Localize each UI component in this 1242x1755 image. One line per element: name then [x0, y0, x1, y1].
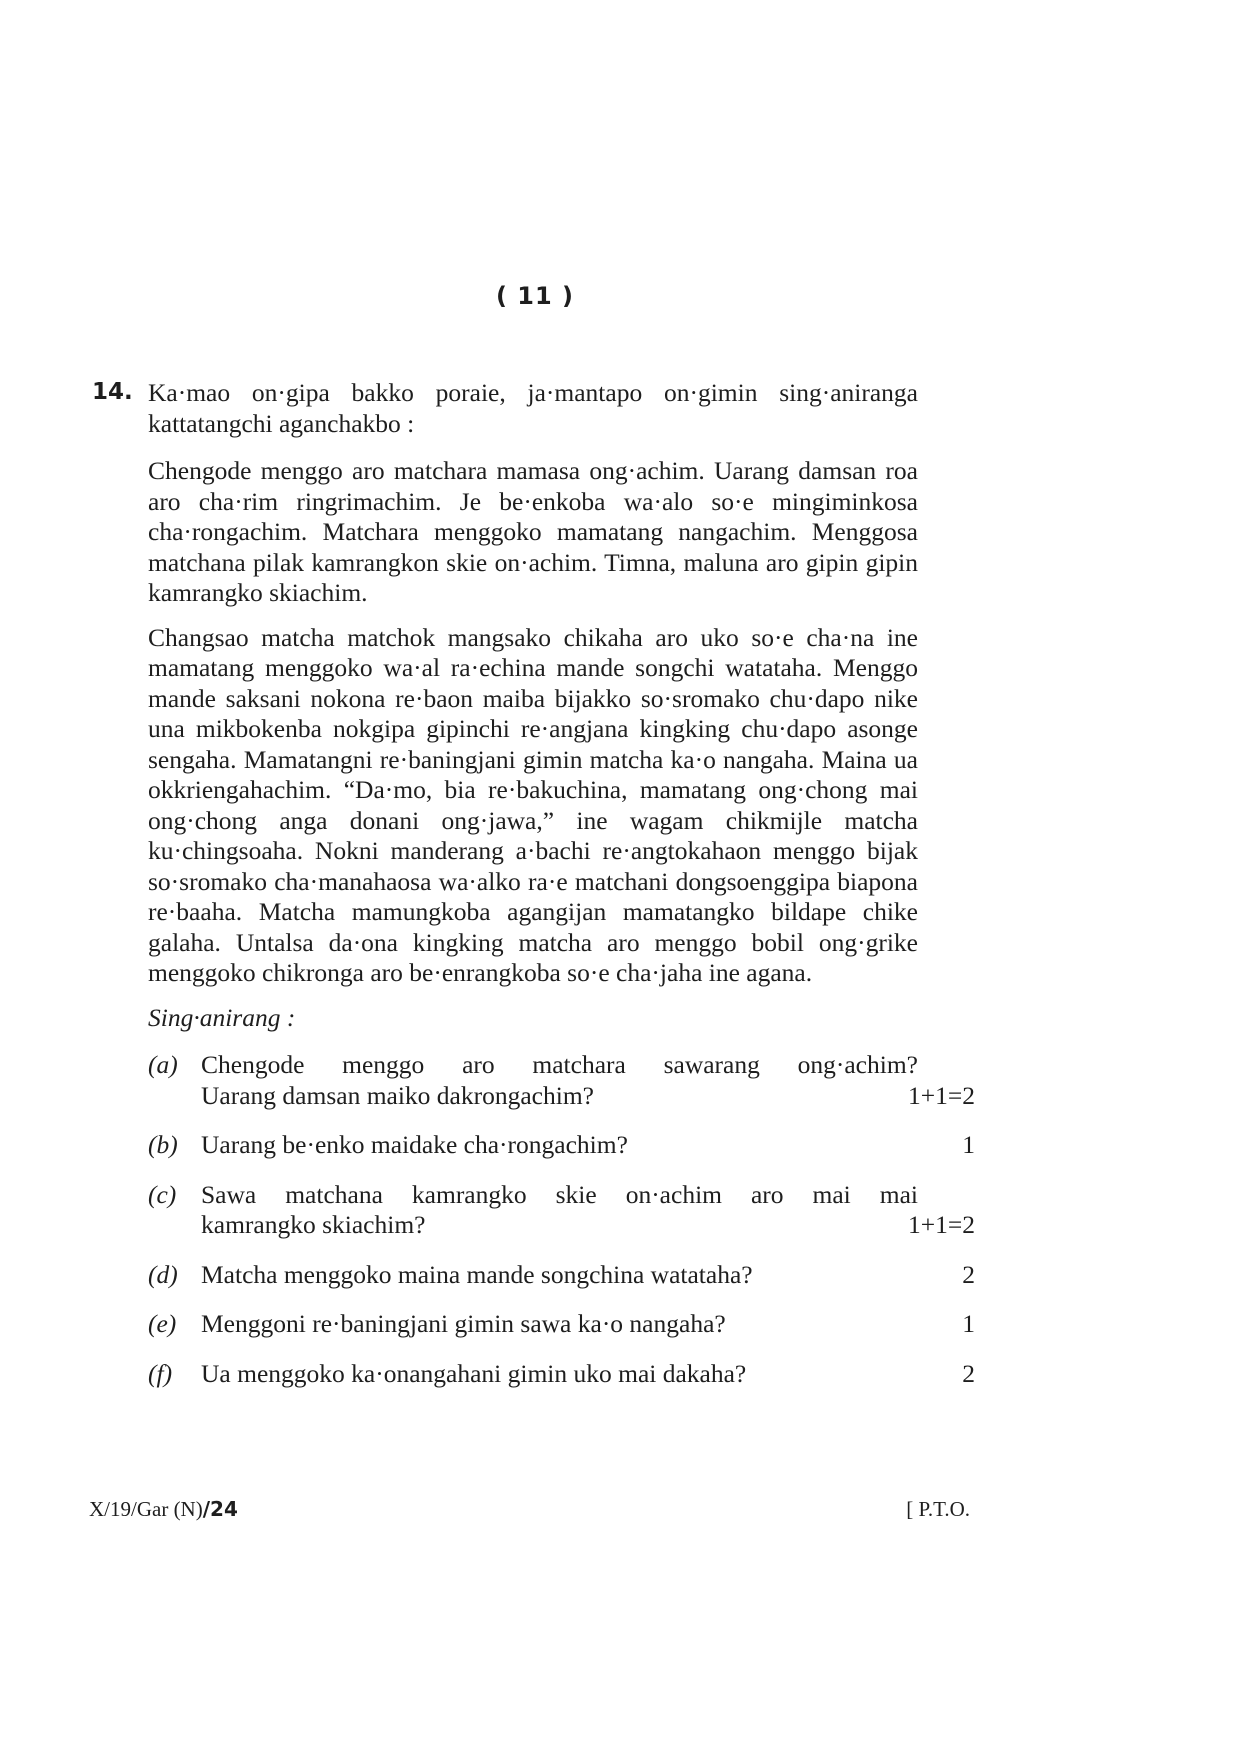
subquestion-text-line1: Chengode menggo aro matchara sawarang ong·achim? [201, 1050, 918, 1079]
subquestion-text: Uarang be·enko maidake cha·rongachim? [201, 1130, 628, 1159]
subquestion-label: (a) [148, 1050, 178, 1079]
subquestion-label: (e) [148, 1309, 177, 1338]
subquestion-marks: 1 [962, 1130, 975, 1159]
subquestion-marks: 2 [962, 1358, 975, 1388]
subquestion-marks: 1+1=2 [907, 1080, 975, 1110]
subquestion-f [148, 1358, 975, 1390]
subquestion-text-line1: Sawa matchana kamrangko skie on·achim aro mai mai [201, 1179, 918, 1209]
question-number: 14. [92, 379, 133, 405]
paper-code-suffix: /24 [202, 1497, 238, 1521]
subquestion-label: (f) [148, 1358, 173, 1388]
question-body [148, 378, 975, 1408]
subquestion-text-line2: kamrangko skiachim? [201, 1210, 426, 1239]
subquestion-marks: 1 [962, 1309, 975, 1338]
subquestion-label: (b) [148, 1130, 178, 1159]
paper-code [89, 1497, 238, 1522]
subquestion-marks: 2 [962, 1259, 975, 1289]
question-instruction: Ka·mao on·gipa bakko poraie, ja·mantapo on·gimin sing·aniranga kattatangchi aganchakbo : [148, 378, 918, 438]
questions-subheading: Sing·anirang : [148, 1002, 296, 1032]
page-number: ( 11 ) [495, 282, 575, 310]
subquestion-label: (c) [148, 1179, 177, 1209]
subquestion-text-line2: Uarang damsan maiko dakrongachim? [201, 1080, 594, 1110]
subquestion-b [148, 1130, 975, 1161]
subquestion-d [148, 1259, 975, 1291]
subquestion-text: Ua menggoko ka·onangahani gimin uko mai dakaha? [201, 1358, 747, 1388]
subquestion-a [148, 1050, 975, 1111]
subquestion-c [148, 1179, 975, 1241]
passage-paragraph-1: Chengode menggo aro matchara mamasa ong·achim. Uarang damsan roa aro cha·rim ringrimachim. Je be·enkoba wa·alo so·e mingiminkosa cha·rongachim. Matchara menggoko mamatang nangachim. Menggosa matchana pilak kamrangkon skie on·achim. Timna, maluna aro gipin gipin kamrangko skiachim. [148, 456, 918, 607]
subquestion-list [148, 1050, 975, 1389]
passage-paragraph-2: Changsao matcha matchok mangsako chikaha aro uko so·e cha·na ine mamatang menggoko wa·al ra·echina mande songchi watataha. Menggo mande saksani nokona re·baon maiba bijakko so·sromako chu·dapo nike una mikbokenba nokgipa gipinchi re·angjana kingking chu·dapo asonge sengaha. Mamatangni re·baningjani gimin matcha ka·o nangaha. Maina ua okkriengahachim. “Da·mo, bia re·bakuchina, mamatang ong·chong mai ong·chong anga donani ong·jawa,” ine wagam chikmijle matcha ku·chingsoaha. Nokni manderang a·bachi re·angtokahaon menggo bijak so·sromako cha·manahaosa wa·alko ra·e matchani dongsoenggipa biapona re·baaha. Matcha mamungkoba agangijan mamatangko bildape chike galaha. Untalsa da·ona kingking matcha aro menggo bobil ong·grike menggoko chikronga aro be·enrangkoba so·e cha·jaha ine agana. [148, 622, 918, 987]
subquestion-text: Matcha menggoko maina mande songchina watataha? [201, 1259, 753, 1289]
please-turn-over: [ P.T.O. [906, 1497, 970, 1521]
subquestion-label: (d) [148, 1259, 178, 1289]
subquestion-marks: 1+1=2 [907, 1210, 975, 1239]
subquestion-e [148, 1309, 975, 1340]
subquestion-text: Menggoni re·baningjani gimin sawa ka·o nangaha? [201, 1309, 726, 1338]
paper-code-prefix: X/19/Gar (N) [89, 1497, 203, 1521]
